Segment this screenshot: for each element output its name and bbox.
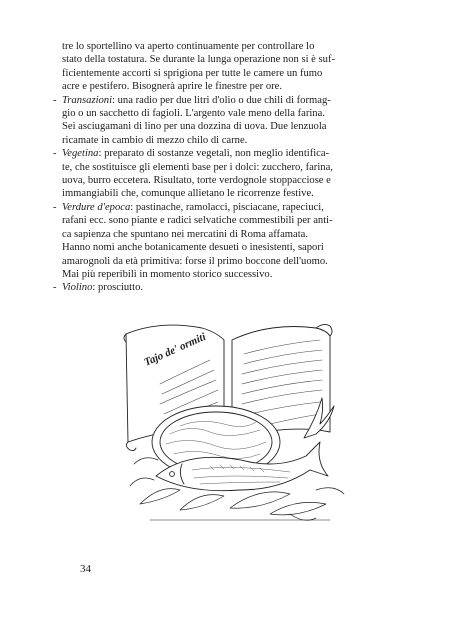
intro-line: tre lo sportellino va aperto continuamente per controllare lo — [62, 41, 315, 52]
list-dash: - — [53, 148, 57, 160]
entry-term: Verdure d'epoca — [62, 201, 131, 213]
glossary-entry-verdure — [53, 201, 392, 281]
entry-term: Vegetina — [62, 148, 99, 160]
list-dash: - — [53, 282, 57, 294]
entry-line: gio o un sacchetto di fagioli. L'argento vale meno della farina. — [62, 108, 325, 120]
fish-platter-drawing-icon — [120, 314, 350, 534]
entry-line: ca sapienza che spuntano nei mercatini di Roma affamata. — [62, 228, 309, 240]
glossary-entry-transazioni — [53, 94, 392, 148]
entry-line: te, che sostituisce gli elementi base per i dolci: zucchero, farina, — [62, 161, 333, 173]
list-dash: - — [53, 201, 57, 213]
entry-line: rafani ecc. sono piante e radici selvatiche commestibili per anti- — [62, 215, 333, 227]
glossary-entry-violino — [53, 281, 392, 294]
entry-term: Transazioni — [62, 94, 113, 106]
entry-line: : pastinache, ramolacci, pisciacane, rapeciuci, — [130, 201, 324, 213]
entry-line: : preparato di sostanze vegetali, non meglio identifica- — [98, 148, 330, 160]
entry-line: amarognoli da età primitiva: forse il primo boccone dell'uomo. — [62, 255, 328, 267]
intro-paragraph — [62, 40, 392, 94]
entry-line: : prosciutto. — [92, 282, 144, 294]
recipe-title: Tajo de' ormiti — [142, 330, 208, 369]
glossary-entry-vegetina — [53, 147, 392, 201]
page-number: 34 — [80, 563, 91, 575]
intro-line: stato della tostatura. Se durante la lunga operazione non si è suf- — [62, 54, 335, 66]
glossary-text — [53, 40, 392, 295]
entry-term: Violino — [62, 282, 93, 294]
entry-line: : una radio per due litri d'olio o due chili di formag- — [112, 94, 331, 106]
intro-line: ficientemente accorti si sprigiona per tutte le camere un fumo — [62, 67, 323, 79]
entry-line: uova, burro eccetera. Risultato, torte verdognole stoppacciose e — [62, 175, 331, 187]
intro-line: acre e pestifero. Bisognerà aprire le finestre per ore. — [62, 81, 283, 93]
entry-line: ricamate in cambio di mezzo chilo di carne. — [62, 134, 248, 146]
entry-line: immangiabili che, comunque allietano le ricorrenze festive. — [62, 188, 314, 200]
list-dash: - — [53, 94, 57, 106]
entry-line: Sei asciugamani di lino per una dozzina di uova. Due lenzuola — [62, 121, 327, 133]
entry-line: Hanno nomi anche botanicamente desueti o inesistenti, sapori — [62, 242, 324, 254]
entry-line: Mai più reperibili in momento storico successivo. — [62, 268, 273, 280]
